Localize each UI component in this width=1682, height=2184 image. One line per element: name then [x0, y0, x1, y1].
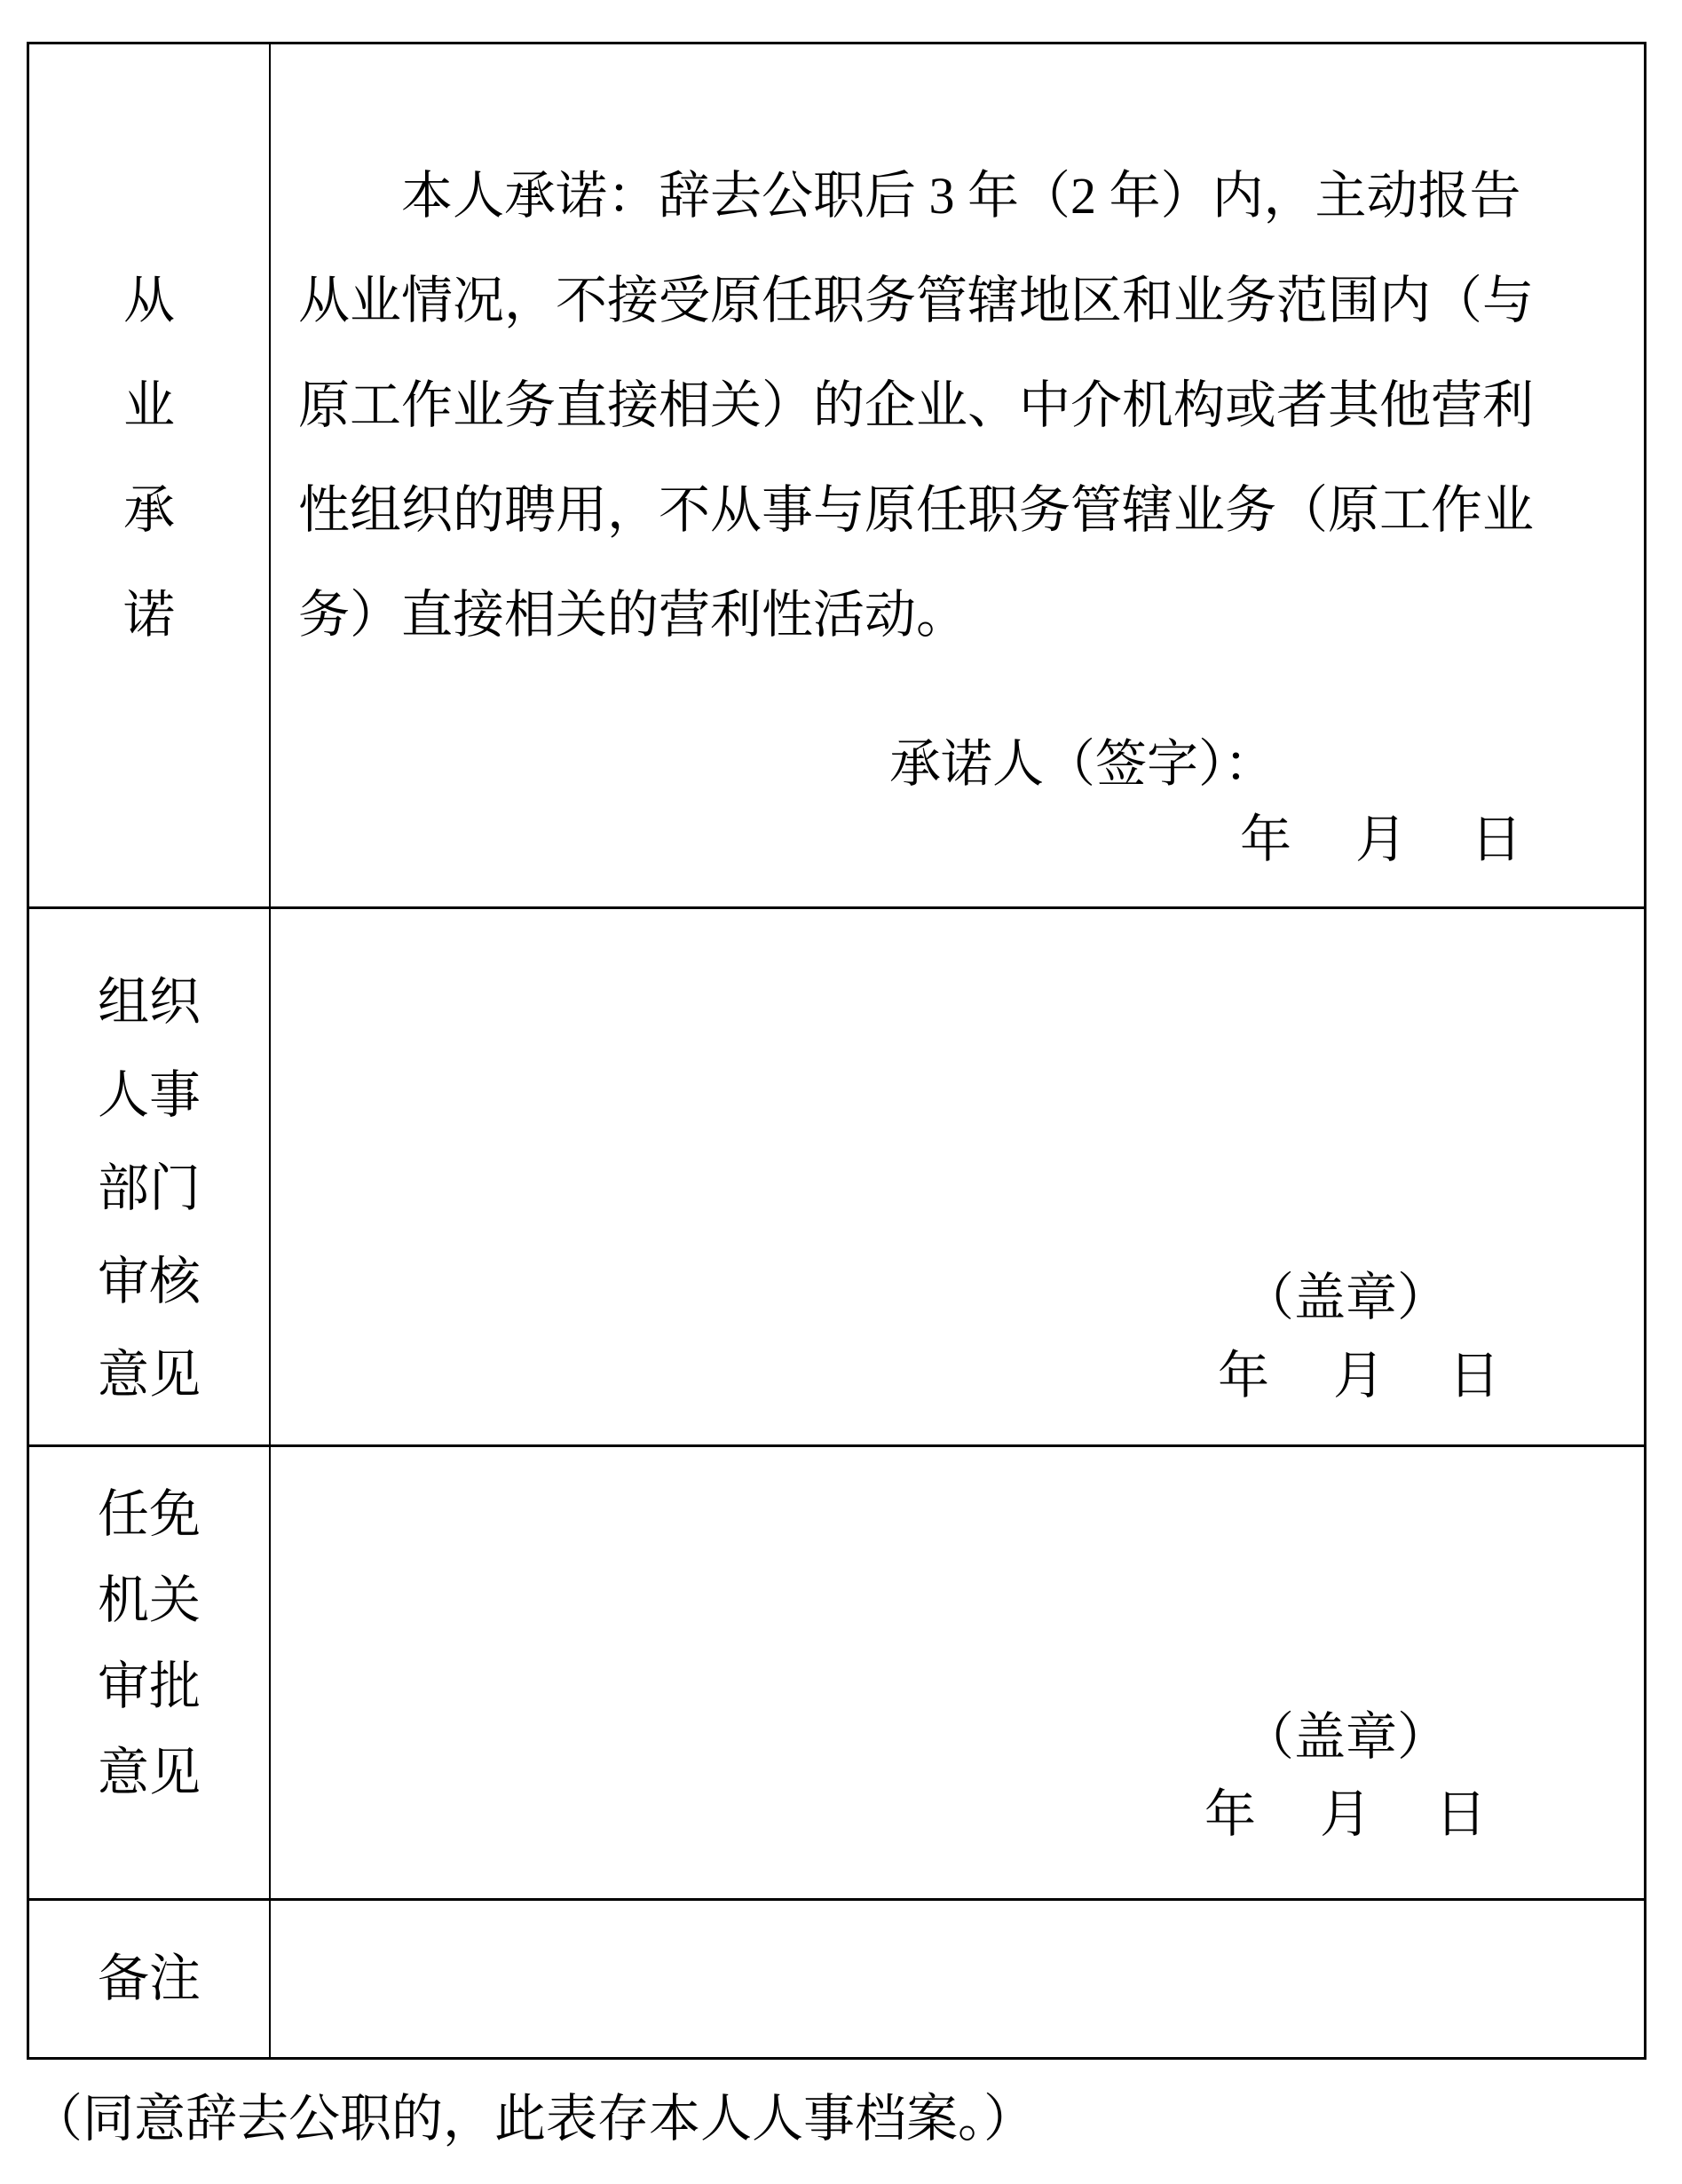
label-cell-authority-approval-opinion — [29, 1444, 271, 1898]
authority-approval-content-cell — [271, 1444, 1644, 1898]
label-line: 意见 — [97, 1346, 201, 1404]
commitment-paragraph-line: 原工作业务直接相关）的企业、中介机构或者其他营利 — [298, 376, 1535, 434]
authority-approval-seal-placeholder: （盖章） — [1242, 1708, 1449, 1766]
label-line: 部门 — [97, 1159, 201, 1217]
commitment-paragraph-line: 从业情况，不接受原任职务管辖地区和业务范围内（与 — [298, 272, 1535, 329]
label-line: 机关 — [97, 1571, 201, 1629]
signer-signature-label: 承诺人（签字）： — [888, 735, 1275, 793]
label-char: 业 — [122, 376, 175, 434]
resignation-form-table — [27, 42, 1646, 2060]
label-char: 从 — [122, 271, 175, 329]
footer-note: （同意辞去公职的，此表存本人人事档案。） — [31, 2090, 1036, 2148]
label-cell-employment-commitment — [29, 44, 271, 906]
label-cell-remarks — [29, 1898, 271, 2057]
label-line: 审核 — [97, 1253, 201, 1310]
hr-review-date-line: 年 月 日 — [1217, 1347, 1506, 1405]
label-line: 审批 — [97, 1658, 201, 1715]
label-char: 承 — [122, 480, 175, 539]
commitment-content-cell — [271, 44, 1644, 906]
label-char: 诺 — [122, 585, 175, 644]
label-line: 备注 — [97, 1950, 201, 2007]
commitment-paragraph — [298, 144, 1626, 668]
hr-review-seal-placeholder: （盖章） — [1242, 1269, 1449, 1326]
commitment-paragraph-line: 本人承诺：辞去公职后 3 年（2 年）内，主动报告 — [401, 167, 1521, 225]
commitment-paragraph-line: 性组织的聘用，不从事与原任职务管辖业务（原工作业 — [298, 481, 1535, 539]
commitment-date-line: 年 月 日 — [1239, 811, 1528, 868]
label-line: 人事 — [97, 1066, 201, 1124]
label-line: 意见 — [97, 1744, 201, 1801]
label-cell-hr-review-opinion — [29, 906, 271, 1444]
label-line: 组织 — [97, 973, 201, 1031]
authority-approval-date-line: 年 月 日 — [1204, 1785, 1493, 1843]
remarks-content-cell — [271, 1898, 1644, 2057]
label-line: 任免 — [97, 1485, 201, 1543]
hr-review-content-cell — [271, 906, 1644, 1444]
commitment-paragraph-line: 务）直接相关的营利性活动。 — [298, 586, 968, 644]
